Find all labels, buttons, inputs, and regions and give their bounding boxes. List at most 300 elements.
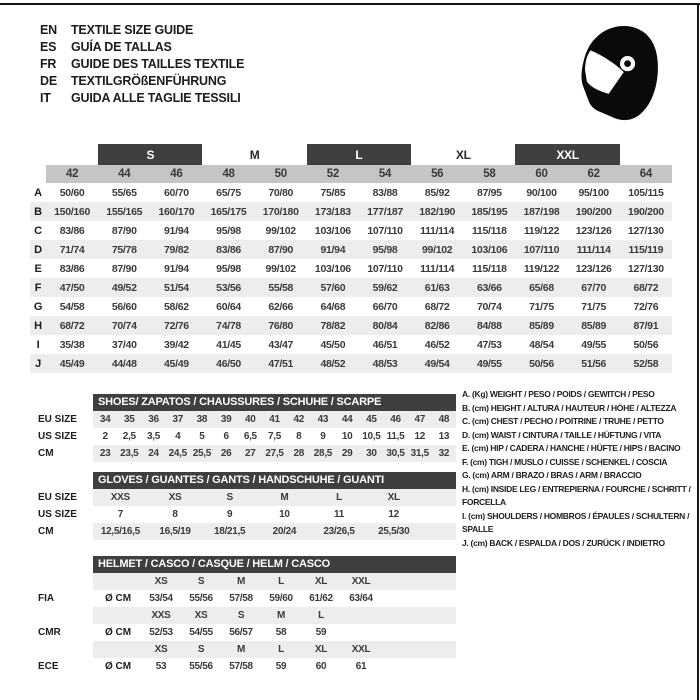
helmet-size-cell: S <box>197 576 205 587</box>
language-title: TEXTILGRÖßENFÜHRUNG <box>71 74 227 88</box>
measure-value-cell: 95/98 <box>216 224 241 237</box>
shoes-value-cell: 27,5 <box>265 448 284 459</box>
size-group-xxl: XXL <box>515 144 619 165</box>
language-line <box>40 90 244 107</box>
language-line <box>40 73 244 90</box>
measure-value-cell: 74/78 <box>202 316 254 335</box>
measure-row-e <box>30 259 672 278</box>
size-header-cell: 56 <box>411 165 463 183</box>
language-title: TEXTILE SIZE GUIDE <box>71 23 194 37</box>
shoes-value-cell: 45 <box>366 414 377 425</box>
helmet-size-cell: M <box>236 644 246 655</box>
measure-value-cell: 61/63 <box>411 278 463 297</box>
measure-value-cell: 68/72 <box>424 300 450 313</box>
shoes-value-cell: 3,5 <box>147 431 161 442</box>
measure-value-cell: 71/75 <box>529 300 554 313</box>
measure-value-cell: 75/78 <box>98 240 150 259</box>
shoes-value-cell: 31,5 <box>410 448 429 459</box>
gloves-value-cell: S <box>226 492 233 503</box>
measure-value-cell: 99/102 <box>265 224 296 237</box>
row-unit-label: CM <box>38 526 54 537</box>
helmet-size-cell: XS <box>194 610 208 621</box>
shoes-value-cell: 35 <box>124 414 135 425</box>
size-group-row <box>30 144 672 165</box>
measure-value-cell: 70/80 <box>268 186 294 199</box>
shoes-value-cell: 5 <box>199 431 205 442</box>
measure-value-cell: 87/90 <box>111 262 137 275</box>
helmet-size-cell: L <box>318 610 324 621</box>
gloves-value-cell: 11 <box>334 509 345 520</box>
gloves-value-cell: XS <box>168 492 182 503</box>
measure-value-cell: 49/52 <box>98 278 150 297</box>
shoes-row-cells <box>93 428 456 445</box>
measure-value-cell: 111/114 <box>420 262 455 275</box>
measure-value-cell: 82/86 <box>411 316 463 335</box>
legend-item: D. (cm) WAIST / CINTURA / TAILLE / HÜFTUNG / VITA <box>462 429 662 440</box>
size-group-xl: XL <box>455 147 471 162</box>
measure-value-cell: 95/100 <box>578 186 609 199</box>
shoes-value-cell: 2 <box>102 431 108 442</box>
helmet-value-cell: 53/54 <box>149 593 173 604</box>
measure-value-cell: 85/92 <box>424 186 450 199</box>
shoes-title-bar: SHOES/ ZAPATOS / CHAUSSURES / SCHUHE / SCARPE <box>93 394 456 411</box>
helmet-size-cell: XL <box>314 644 328 655</box>
measure-value-cell: 71/75 <box>581 300 607 313</box>
measure-row-label: G <box>33 300 43 313</box>
helmet-value-cell: 60 <box>315 661 327 672</box>
measure-value-cell: 60/70 <box>164 186 189 199</box>
legend-item: G. (cm) ARM / BRAZO / BRAS / ARM / BRACCIO <box>462 470 642 480</box>
shoes-value-cell: 30,5 <box>386 448 405 459</box>
shoes-value-cell: 41 <box>269 414 280 425</box>
diameter-unit-label: Ø CM <box>105 627 132 638</box>
measure-value-cell: 51/56 <box>568 354 620 373</box>
size-header-cell: 48 <box>202 165 254 183</box>
helmet-value-cell: 52/53 <box>149 627 173 638</box>
helmet-value-cell: 63/64 <box>349 593 373 604</box>
measure-value-cell: 87/91 <box>620 316 672 335</box>
measure-value-cell: 185/195 <box>463 202 515 221</box>
legend-item: B. (cm) HEIGHT / ALTURA / HAUTEUR / HÖHE / ALTEZZA <box>462 402 677 413</box>
measure-value-cell: 79/82 <box>150 240 202 259</box>
shoes-value-cell: 9 <box>320 431 326 442</box>
measure-value-cell: 155/165 <box>98 202 150 221</box>
row-unit-label: CM <box>38 448 54 459</box>
gloves-value-cell: 25,5/30 <box>378 526 410 537</box>
legend-item: E. (cm) HIP / CADERA / HANCHE / HÜFTE / HIPS / BACINO <box>462 443 681 453</box>
measurement-legend <box>462 388 698 550</box>
measure-value-cell: 80/84 <box>359 316 411 335</box>
helmet-size-cells <box>93 607 456 624</box>
measure-row-label: H <box>30 316 46 335</box>
measure-value-cell: 45/49 <box>150 354 202 373</box>
helmet-size-cell: XS <box>154 644 168 655</box>
size-header-cell: 46 <box>150 165 202 183</box>
gloves-value-cell: 16,5/19 <box>159 526 191 537</box>
measure-value-cell: 83/88 <box>372 186 398 199</box>
measure-value-cell: 91/94 <box>307 240 359 259</box>
measure-value-cell: 177/187 <box>359 202 411 221</box>
helmet-rows <box>30 573 456 675</box>
gloves-row-cells <box>93 489 456 506</box>
measure-value-cell: 71/74 <box>46 240 98 259</box>
measure-value-cell: 65/68 <box>515 278 567 297</box>
shoes-value-cell: 43 <box>317 414 329 425</box>
measure-row-b <box>30 202 672 221</box>
shoes-row <box>30 411 456 428</box>
gloves-value-cell: 20/24 <box>272 526 297 537</box>
helmet-value-cells <box>93 590 456 607</box>
shoes-value-cell: 2,5 <box>122 431 136 442</box>
helmet-size-row-ece <box>30 641 456 658</box>
helmet-size-cell: XXL <box>351 644 371 655</box>
language-code: EN <box>40 23 57 37</box>
measure-value-cell: 45/49 <box>46 354 98 373</box>
measure-value-cell: 57/60 <box>307 278 359 297</box>
helmet-value-cells <box>93 658 456 675</box>
shoes-value-cell: 7,5 <box>268 431 282 442</box>
measure-value-cell: 170/180 <box>255 202 307 221</box>
shoes-value-cell: 37 <box>172 414 183 425</box>
gloves-value-cell: 8 <box>172 509 178 520</box>
language-title: GUIDE DES TAILLES TEXTILE <box>71 57 245 71</box>
helmet-value-row-fia <box>30 590 456 607</box>
language-line <box>40 56 244 73</box>
size-header-spacer <box>30 165 46 183</box>
legend-item: I. (cm) SHOULDERS / HOMBROS / ÉPAULES / SCHULTERN / SPALLE <box>462 510 690 534</box>
measure-row-label: B <box>30 202 46 221</box>
measure-value-cell: 46/51 <box>372 338 398 351</box>
helmet-size-cell: XS <box>154 576 168 587</box>
helmet-value-row-ece <box>30 658 456 675</box>
standard-label: CMR <box>38 627 61 638</box>
helmet-value-cell: 53 <box>155 661 167 672</box>
measure-value-cell: 111/114 <box>568 240 620 259</box>
measure-value-cell: 84/88 <box>463 316 515 335</box>
measure-value-cell: 103/106 <box>314 224 351 237</box>
helmet-size-cell: S <box>237 610 245 621</box>
shoes-value-cell: 30 <box>366 448 377 459</box>
measure-row-label: F <box>30 278 46 297</box>
measure-value-cell: 85/89 <box>568 316 620 335</box>
shoes-value-cell: 24 <box>148 448 159 459</box>
measure-value-cell: 107/110 <box>367 262 403 275</box>
measure-value-cell: 47/50 <box>46 278 98 297</box>
gloves-row-cells <box>93 506 456 523</box>
shoes-value-cell: 27 <box>245 448 256 459</box>
measure-value-cell: 59/62 <box>359 278 411 297</box>
measure-value-cell: 115/119 <box>620 240 672 259</box>
measure-value-cell: 83/86 <box>59 224 85 237</box>
measure-value-cell: 67/70 <box>568 278 620 297</box>
measure-value-cell: 45/50 <box>320 338 346 351</box>
shoes-value-cell: 40 <box>245 414 256 425</box>
measure-value-cell: 49/55 <box>463 354 515 373</box>
helmet-section <box>30 556 456 675</box>
measure-value-cell: 53/56 <box>202 278 254 297</box>
shoes-value-cell: 32 <box>438 448 450 459</box>
measure-value-cell: 75/85 <box>320 186 346 199</box>
gloves-value-cell: 9 <box>227 509 233 520</box>
measure-row-j <box>30 354 672 373</box>
measure-value-cell: 58/62 <box>164 300 189 313</box>
measure-value-cell: 190/200 <box>620 202 672 221</box>
helmet-size-cell: L <box>278 644 284 655</box>
measure-value-cell: 68/72 <box>46 316 98 335</box>
helmet-value-row-cmr <box>30 624 456 641</box>
measure-value-cell: 50/56 <box>633 338 659 351</box>
measure-value-cell: 70/74 <box>476 300 502 313</box>
gloves-row <box>30 506 456 523</box>
measure-value-cell: 123/126 <box>575 262 612 275</box>
helmet-value-cell: 54/55 <box>189 627 213 638</box>
measure-value-cell: 91/94 <box>164 262 189 275</box>
measure-value-cell: 35/38 <box>59 338 85 351</box>
helmet-value-cell: 58 <box>275 627 287 638</box>
row-unit-label: US SIZE <box>38 509 77 520</box>
measure-value-cell: 95/98 <box>216 262 241 275</box>
shoes-row-cells <box>93 411 456 428</box>
shoes-value-cell: 8 <box>296 431 302 442</box>
shoes-value-cell: 44 <box>341 414 353 425</box>
textile-body <box>30 144 672 373</box>
measure-value-cell: 107/110 <box>367 224 403 237</box>
measure-value-cell: 48/54 <box>529 338 554 351</box>
helmet-size-cell: M <box>236 576 246 587</box>
measure-value-cell: 107/110 <box>515 240 567 259</box>
shoes-value-cell: 23,5 <box>120 448 139 459</box>
gloves-rows <box>30 489 456 540</box>
gloves-value-cell: L <box>336 492 342 503</box>
language-line <box>40 39 244 56</box>
measure-row-label: D <box>30 240 46 259</box>
measure-value-cell: 55/65 <box>111 186 137 199</box>
measure-value-cell: 46/52 <box>424 338 450 351</box>
size-header-cell: 60 <box>515 165 567 183</box>
measure-value-cell: 190/200 <box>568 202 620 221</box>
helmet-size-cells <box>93 573 456 590</box>
measure-value-cell: 99/102 <box>265 262 296 275</box>
measure-value-cell: 62/66 <box>268 300 294 313</box>
measure-value-cell: 103/106 <box>463 240 515 259</box>
measure-value-cell: 119/122 <box>523 262 560 275</box>
gloves-value-cell: 12 <box>388 509 399 520</box>
measure-value-cell: 63/66 <box>463 278 515 297</box>
measure-value-cell: 87/90 <box>111 224 137 237</box>
legend-item: A. (Kg) WEIGHT / PESO / POIDS / GEWITCH / PESO <box>462 389 655 399</box>
shoes-value-cell: 24,5 <box>168 448 187 459</box>
measure-value-cell: 48/52 <box>307 354 359 373</box>
measure-value-cell: 39/42 <box>164 338 189 351</box>
measure-value-cell: 127/130 <box>627 224 664 237</box>
helmet-icon <box>572 22 668 126</box>
shoes-value-cell: 11,5 <box>386 431 405 442</box>
measure-value-cell: 41/45 <box>216 338 241 351</box>
measure-row-i <box>30 335 672 354</box>
helmet-size-cell: XXL <box>351 576 371 587</box>
measure-row-a <box>30 183 672 202</box>
legend-item: C. (cm) CHEST / PECHO / POITRINE / TRUHE / PETTO <box>462 416 664 426</box>
measure-value-cell: 48/53 <box>359 354 411 373</box>
shoes-value-cell: 38 <box>196 414 208 425</box>
gloves-title-bar: GLOVES / GUANTES / GANTS / HANDSCHUHE / GUANTI <box>93 472 456 489</box>
language-code: ES <box>40 40 57 54</box>
helmet-value-cell: 59/60 <box>269 593 293 604</box>
size-header-cell: 44 <box>98 165 150 183</box>
shoes-value-cell: 28,5 <box>313 448 333 459</box>
legend-item: J. (cm) BACK / ESPALDA / DOS / ZURÜCK / INDIETRO <box>462 537 665 548</box>
helmet-value-cell: 61 <box>355 661 367 672</box>
shoes-value-cell: 48 <box>438 414 450 425</box>
size-group-m: M <box>249 147 260 162</box>
size-header-cell: 42 <box>46 165 98 183</box>
diameter-unit-label: Ø CM <box>105 593 132 604</box>
standard-label: ECE <box>38 661 59 672</box>
shoes-row <box>30 428 456 445</box>
language-code: IT <box>40 91 51 105</box>
measure-value-cell: 43/47 <box>268 338 294 351</box>
shoes-row-cells <box>93 445 456 462</box>
shoes-value-cell: 25,5 <box>192 448 212 459</box>
measure-value-cell: 56/60 <box>111 300 137 313</box>
measure-value-cell: 47/51 <box>255 354 307 373</box>
size-group-l: L <box>307 144 411 165</box>
language-title-list <box>40 22 244 107</box>
shoes-value-cell: 10,5 <box>362 431 381 442</box>
measure-value-cell: 44/48 <box>98 354 150 373</box>
language-title: GUÍA DE TALLAS <box>71 40 172 54</box>
shoes-value-cell: 46 <box>390 414 401 425</box>
helmet-value-cell: 57/58 <box>229 661 253 672</box>
size-header-cell: 58 <box>463 165 515 183</box>
row-unit-label: EU SIZE <box>38 414 77 425</box>
helmet-value-cell: 55/56 <box>189 593 213 604</box>
shoes-value-cell: 39 <box>220 414 232 425</box>
helmet-size-cells <box>93 641 456 658</box>
measure-value-cell: 90/100 <box>526 186 557 199</box>
measure-value-cell: 115/118 <box>471 262 507 275</box>
shoes-value-cell: 26 <box>220 448 232 459</box>
row-unit-label: EU SIZE <box>38 492 77 503</box>
measure-row-label: C <box>34 224 42 237</box>
measure-value-cell: 54/58 <box>59 300 85 313</box>
measure-value-cell: 49/54 <box>411 354 463 373</box>
size-header-row <box>30 165 672 183</box>
helmet-size-cell: L <box>278 576 284 587</box>
helmet-value-cell: 55/56 <box>189 661 213 672</box>
shoes-value-cell: 10 <box>341 431 353 442</box>
language-line <box>40 22 244 39</box>
measure-value-cell: 91/94 <box>164 224 189 237</box>
size-header-cell: 64 <box>620 165 672 183</box>
measure-value-cell: 50/60 <box>59 186 85 199</box>
measure-value-cell: 99/102 <box>411 240 463 259</box>
measure-value-cell: 95/98 <box>359 240 411 259</box>
measure-value-cell: 115/118 <box>471 224 507 237</box>
right-border-line <box>697 3 699 700</box>
shoes-value-cell: 34 <box>99 414 111 425</box>
helmet-value-cells <box>93 624 456 641</box>
helmet-value-cell: 56/57 <box>229 627 253 638</box>
gloves-value-cell: 10 <box>279 509 290 520</box>
helmet-size-cell: XXS <box>151 610 171 621</box>
measure-value-cell: 51/54 <box>150 278 202 297</box>
shoes-value-cell: 28 <box>293 448 304 459</box>
gloves-row <box>30 523 456 540</box>
group-spacer <box>620 144 672 165</box>
measure-row-label: E <box>34 262 42 275</box>
helmet-title-bar: HELMET / CASCO / CASQUE / HELM / CASCO <box>93 556 456 573</box>
measure-value-cell: 78/82 <box>307 316 359 335</box>
helmet-size-row-fia <box>30 573 456 590</box>
measure-value-cell: 182/190 <box>411 202 463 221</box>
measure-value-cell: 111/114 <box>420 224 455 237</box>
shoes-value-cell: 6,5 <box>243 431 257 442</box>
measure-value-cell: 83/86 <box>202 240 254 259</box>
gloves-value-cell: 23/26,5 <box>323 526 355 537</box>
shoes-value-cell: 42 <box>293 414 304 425</box>
measure-value-cell: 85/89 <box>515 316 567 335</box>
measure-value-cell: 72/76 <box>150 316 202 335</box>
measure-value-cell: 70/74 <box>98 316 150 335</box>
gloves-value-cell: XL <box>387 492 400 503</box>
gloves-value-cell: 12,5/16,5 <box>100 526 140 537</box>
measure-value-cell: 83/86 <box>59 262 85 275</box>
top-border-line <box>0 3 700 5</box>
textile-size-table <box>30 144 672 373</box>
shoes-value-cell: 47 <box>414 414 425 425</box>
legend-item: F. (cm) TIGH / MUSLO / CUISSE / SCHENKEL / COSCIA <box>462 456 668 467</box>
gloves-row-cells <box>93 523 456 540</box>
language-code: DE <box>40 74 57 88</box>
language-code: FR <box>40 57 57 71</box>
measure-value-cell: 173/183 <box>307 202 359 221</box>
measure-value-cell: 64/68 <box>320 300 346 313</box>
gloves-value-cell: M <box>280 492 289 503</box>
measure-value-cell: 47/53 <box>476 338 502 351</box>
measure-row-g <box>30 297 672 316</box>
measure-row-c <box>30 221 672 240</box>
gloves-section <box>30 472 456 540</box>
measure-row-label: A <box>34 186 42 199</box>
measure-row-label: J <box>30 354 46 373</box>
size-group-s: S <box>98 144 202 165</box>
measure-value-cell: 55/58 <box>255 278 307 297</box>
measure-value-cell: 37/40 <box>111 338 137 351</box>
shoes-section <box>30 394 456 462</box>
helmet-value-cell: 61/62 <box>309 593 333 604</box>
diameter-unit-label: Ø CM <box>105 661 132 672</box>
standard-label: FIA <box>38 593 55 604</box>
measure-value-cell: 87/95 <box>476 186 502 199</box>
measure-value-cell: 123/126 <box>575 224 612 237</box>
measure-value-cell: 105/115 <box>628 186 664 199</box>
size-header-cell: 52 <box>307 165 359 183</box>
measure-value-cell: 52/58 <box>620 354 672 373</box>
measure-value-cell: 49/55 <box>581 338 607 351</box>
measure-value-cell: 66/70 <box>372 300 398 313</box>
size-header-cell: 62 <box>568 165 620 183</box>
group-spacer <box>30 144 98 165</box>
shoes-value-cell: 4 <box>175 431 181 442</box>
helmet-size-cell: XL <box>314 576 328 587</box>
measure-row-label: I <box>36 338 40 351</box>
measure-value-cell: 187/198 <box>515 202 567 221</box>
measure-value-cell: 46/50 <box>202 354 254 373</box>
shoes-value-cell: 12 <box>414 431 425 442</box>
measure-value-cell: 103/106 <box>314 262 351 275</box>
row-unit-label: US SIZE <box>38 431 77 442</box>
